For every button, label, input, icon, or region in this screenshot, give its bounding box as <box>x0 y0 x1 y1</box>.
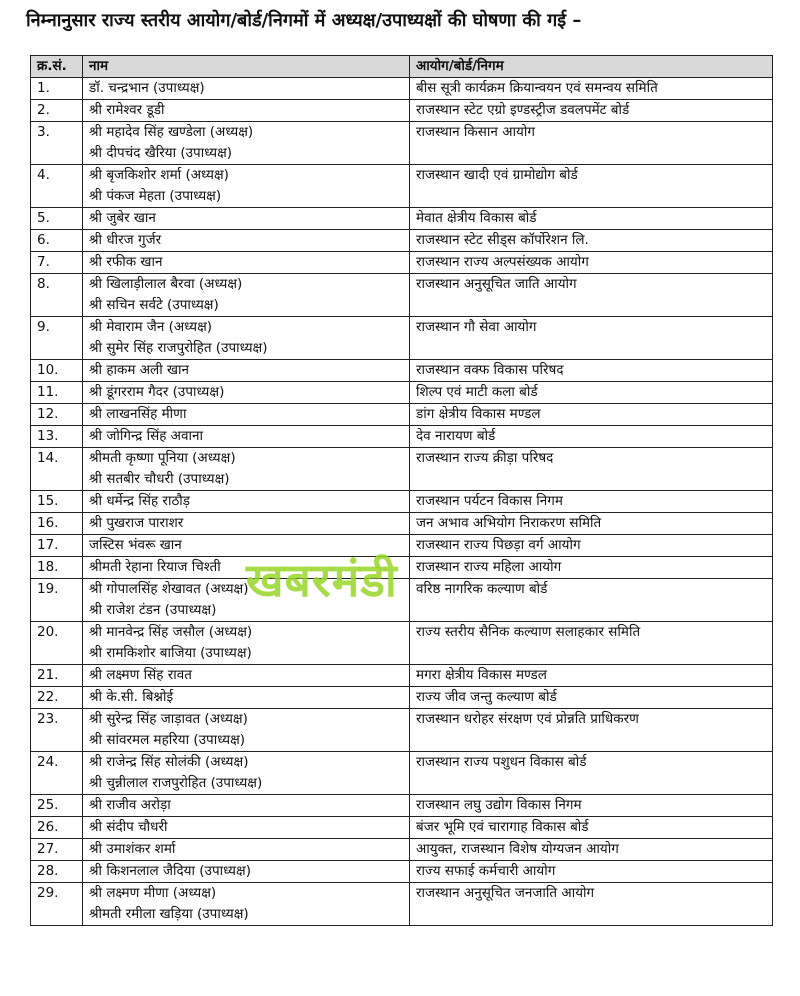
row-serial-no: 25. <box>31 795 83 817</box>
table-row <box>31 122 773 165</box>
person-name: श्री लक्ष्मण सिंह रावत <box>89 667 192 683</box>
row-body: देव नारायण बोर्ड <box>410 426 773 448</box>
table-row <box>31 513 773 535</box>
row-names <box>83 100 410 122</box>
row-serial-no: 17. <box>31 535 83 557</box>
table-row <box>31 839 773 861</box>
row-names <box>83 795 410 817</box>
watermark-logo: खबरमंडी <box>246 553 398 607</box>
row-serial-no: 3. <box>31 122 83 165</box>
row-body: राजस्थान राज्य पशुधन विकास बोर्ड <box>410 752 773 795</box>
person-name: श्री मेवाराम जैन (अध्यक्ष) <box>89 319 213 335</box>
row-serial-no: 14. <box>31 448 83 491</box>
person-name: श्री राजेन्द्र सिंह सोलंकी (अध्यक्ष) <box>89 754 249 770</box>
person-name: श्री सांवरमल महरिया (उपाध्यक्ष) <box>89 732 246 748</box>
person-name: श्री किशनलाल जैदिया (उपाध्यक्ष) <box>89 863 251 879</box>
row-serial-no: 8. <box>31 274 83 317</box>
person-name: श्रीमती कृष्णा पूनिया (अध्यक्ष) <box>89 450 236 466</box>
table-row <box>31 404 773 426</box>
row-names <box>83 78 410 100</box>
row-body: राज्य स्तरीय सैनिक कल्याण सलाहकार समिति <box>410 622 773 665</box>
row-body: राजस्थान गौ सेवा आयोग <box>410 317 773 360</box>
person-name: श्रीमती रेहाना रियाज चिश्ती <box>89 559 221 575</box>
row-serial-no: 13. <box>31 426 83 448</box>
table-row <box>31 165 773 208</box>
person-name: श्री सुमेर सिंह राजपुरोहित (उपाध्यक्ष) <box>89 340 268 356</box>
row-serial-no: 24. <box>31 752 83 795</box>
header-body: आयोग/बोर्ड/निगम <box>410 56 773 78</box>
row-body: राजस्थान अनुसूचित जाति आयोग <box>410 274 773 317</box>
row-names <box>83 665 410 687</box>
row-serial-no: 12. <box>31 404 83 426</box>
row-serial-no: 11. <box>31 382 83 404</box>
row-body: राजस्थान राज्य महिला आयोग <box>410 557 773 579</box>
row-body: राजस्थान लघु उद्योग विकास निगम <box>410 795 773 817</box>
person-name: श्री जुबेर खान <box>89 210 156 226</box>
table-row <box>31 861 773 883</box>
table-row <box>31 448 773 491</box>
row-body: आयुक्त, राजस्थान विशेष योग्यजन आयोग <box>410 839 773 861</box>
table-header-row <box>31 56 773 78</box>
table-row <box>31 317 773 360</box>
row-serial-no: 18. <box>31 557 83 579</box>
row-body: वरिष्ठ नागरिक कल्याण बोर्ड <box>410 579 773 622</box>
row-serial-no: 29. <box>31 883 83 926</box>
row-names <box>83 817 410 839</box>
person-name: श्री रफीक खान <box>89 254 163 270</box>
row-serial-no: 5. <box>31 208 83 230</box>
row-body: राजस्थान धरोहर संरक्षण एवं प्रोन्नति प्राधिकरण <box>410 709 773 752</box>
row-body: राजस्थान किसान आयोग <box>410 122 773 165</box>
row-body: राजस्थान अनुसूचित जनजाति आयोग <box>410 883 773 926</box>
person-name: श्री सचिन सर्वटे (उपाध्यक्ष) <box>89 297 219 313</box>
row-serial-no: 22. <box>31 687 83 709</box>
table-row <box>31 687 773 709</box>
table-row <box>31 252 773 274</box>
row-serial-no: 27. <box>31 839 83 861</box>
row-names <box>83 839 410 861</box>
person-name: श्री मानवेन्द्र सिंह जसौल (अध्यक्ष) <box>89 624 253 640</box>
person-name: डॉ. चन्द्रभान (उपाध्यक्ष) <box>89 80 205 96</box>
row-body: राजस्थान स्टेट सीड्स कॉर्पोरेशन लि. <box>410 230 773 252</box>
header-serial-no: क्र.सं. <box>31 56 83 78</box>
row-body: राजस्थान पर्यटन विकास निगम <box>410 491 773 513</box>
row-serial-no: 20. <box>31 622 83 665</box>
row-body: मगरा क्षेत्रीय विकास मण्डल <box>410 665 773 687</box>
person-name: श्री सतबीर चौधरी (उपाध्यक्ष) <box>89 471 230 487</box>
row-body: जन अभाव अभियोग निराकरण समिति <box>410 513 773 535</box>
table-row <box>31 883 773 926</box>
person-name: श्री धर्मेन्द्र सिंह राठौड़ <box>89 493 191 509</box>
row-names <box>83 622 410 665</box>
person-name: श्री के.सी. बिश्नोई <box>89 689 174 705</box>
appointments-table <box>30 55 773 926</box>
header-name: नाम <box>83 56 410 78</box>
person-name: श्री सुरेन्द्र सिंह जाड़ावत (अध्यक्ष) <box>89 711 248 727</box>
row-serial-no: 9. <box>31 317 83 360</box>
row-serial-no: 4. <box>31 165 83 208</box>
row-names <box>83 252 410 274</box>
person-name: श्री हाकम अली खान <box>89 362 190 378</box>
person-name: श्री पंकज मेहता (उपाध्यक्ष) <box>89 188 222 204</box>
table-row <box>31 665 773 687</box>
person-name: श्री दीपचंद खैरिया (उपाध्यक्ष) <box>89 145 233 161</box>
person-name: श्री जोगिन्द्र सिंह अवाना <box>89 428 203 444</box>
table-row <box>31 426 773 448</box>
person-name: श्री पुखराज पाराशर <box>89 515 184 531</box>
table-row <box>31 274 773 317</box>
row-names <box>83 491 410 513</box>
table-row <box>31 752 773 795</box>
row-names <box>83 752 410 795</box>
row-serial-no: 26. <box>31 817 83 839</box>
person-name: श्री राजेश टंडन (उपाध्यक्ष) <box>89 602 217 618</box>
table-row <box>31 208 773 230</box>
row-names <box>83 122 410 165</box>
person-name: श्री धीरज गुर्जर <box>89 232 162 248</box>
row-names <box>83 404 410 426</box>
row-names <box>83 448 410 491</box>
row-serial-no: 23. <box>31 709 83 752</box>
row-body: बीस सूत्री कार्यक्रम क्रियान्वयन एवं समन्वय समिति <box>410 78 773 100</box>
table-row <box>31 535 773 557</box>
row-serial-no: 28. <box>31 861 83 883</box>
row-body: राजस्थान राज्य क्रीड़ा परिषद <box>410 448 773 491</box>
table-row <box>31 491 773 513</box>
table-row <box>31 579 773 622</box>
person-name: श्री डूंगरराम गैदर (उपाध्यक्ष) <box>89 384 225 400</box>
row-names <box>83 208 410 230</box>
person-name: श्री गोपालसिंह शेखावत (अध्यक्ष) <box>89 581 249 597</box>
row-serial-no: 21. <box>31 665 83 687</box>
row-serial-no: 2. <box>31 100 83 122</box>
person-name: श्री संदीप चौधरी <box>89 819 168 835</box>
row-serial-no: 6. <box>31 230 83 252</box>
row-names <box>83 883 410 926</box>
row-body: राजस्थान राज्य अल्पसंख्यक आयोग <box>410 252 773 274</box>
table-row <box>31 100 773 122</box>
person-name: जस्टिस भंवरू खान <box>89 537 182 553</box>
table-row <box>31 709 773 752</box>
row-body: राजस्थान स्टेट एग्रो इण्डस्ट्रीज डवलपमेंट बोर्ड <box>410 100 773 122</box>
person-name: श्री रामेश्वर डूडी <box>89 102 165 118</box>
row-names <box>83 274 410 317</box>
row-names <box>83 360 410 382</box>
row-body: मेवात क्षेत्रीय विकास बोर्ड <box>410 208 773 230</box>
person-name: श्री लाखनसिंह मीणा <box>89 406 187 422</box>
row-body: राजस्थान राज्य पिछड़ा वर्ग आयोग <box>410 535 773 557</box>
table-row <box>31 557 773 579</box>
page-heading: निम्नानुसार राज्य स्तरीय आयोग/बोर्ड/निगमों में अध्यक्ष/उपाध्यक्षों की घोषणा की गई – <box>26 10 582 31</box>
row-body: राजस्थान वक्फ विकास परिषद <box>410 360 773 382</box>
row-names <box>83 709 410 752</box>
person-name: श्री लक्ष्मण मीणा (अध्यक्ष) <box>89 885 217 901</box>
person-name: श्री राजीव अरोड़ा <box>89 797 171 813</box>
person-name: श्री महादेव सिंह खण्डेला (अध्यक्ष) <box>89 124 254 140</box>
table-row <box>31 360 773 382</box>
row-names <box>83 382 410 404</box>
row-body: राज्य जीव जन्तु कल्याण बोर्ड <box>410 687 773 709</box>
person-name: श्री बृजकिशोर शर्मा (अध्यक्ष) <box>89 167 229 183</box>
row-names <box>83 317 410 360</box>
row-body: शिल्प एवं माटी कला बोर्ड <box>410 382 773 404</box>
row-names <box>83 861 410 883</box>
table-row <box>31 78 773 100</box>
table-row <box>31 795 773 817</box>
table-row <box>31 382 773 404</box>
table-row <box>31 817 773 839</box>
row-serial-no: 16. <box>31 513 83 535</box>
row-names <box>83 426 410 448</box>
row-serial-no: 15. <box>31 491 83 513</box>
person-name: श्रीमती रमीला खड़िया (उपाध्यक्ष) <box>89 906 249 922</box>
row-names <box>83 230 410 252</box>
row-serial-no: 19. <box>31 579 83 622</box>
person-name: श्री चुन्नीलाल राजपुरोहित (उपाध्यक्ष) <box>89 775 263 791</box>
table-row <box>31 230 773 252</box>
row-names <box>83 165 410 208</box>
table-row <box>31 622 773 665</box>
row-body: डांग क्षेत्रीय विकास मण्डल <box>410 404 773 426</box>
row-names <box>83 687 410 709</box>
row-body: राज्य सफाई कर्मचारी आयोग <box>410 861 773 883</box>
row-body: बंजर भूमि एवं चारागाह विकास बोर्ड <box>410 817 773 839</box>
row-body: राजस्थान खादी एवं ग्रामोद्योग बोर्ड <box>410 165 773 208</box>
row-serial-no: 7. <box>31 252 83 274</box>
row-serial-no: 10. <box>31 360 83 382</box>
row-names <box>83 513 410 535</box>
person-name: श्री खिलाड़ीलाल बैरवा (अध्यक्ष) <box>89 276 243 292</box>
row-serial-no: 1. <box>31 78 83 100</box>
person-name: श्री उमाशंकर शर्मा <box>89 841 176 857</box>
person-name: श्री रामकिशोर बाजिया (उपाध्यक्ष) <box>89 645 252 661</box>
